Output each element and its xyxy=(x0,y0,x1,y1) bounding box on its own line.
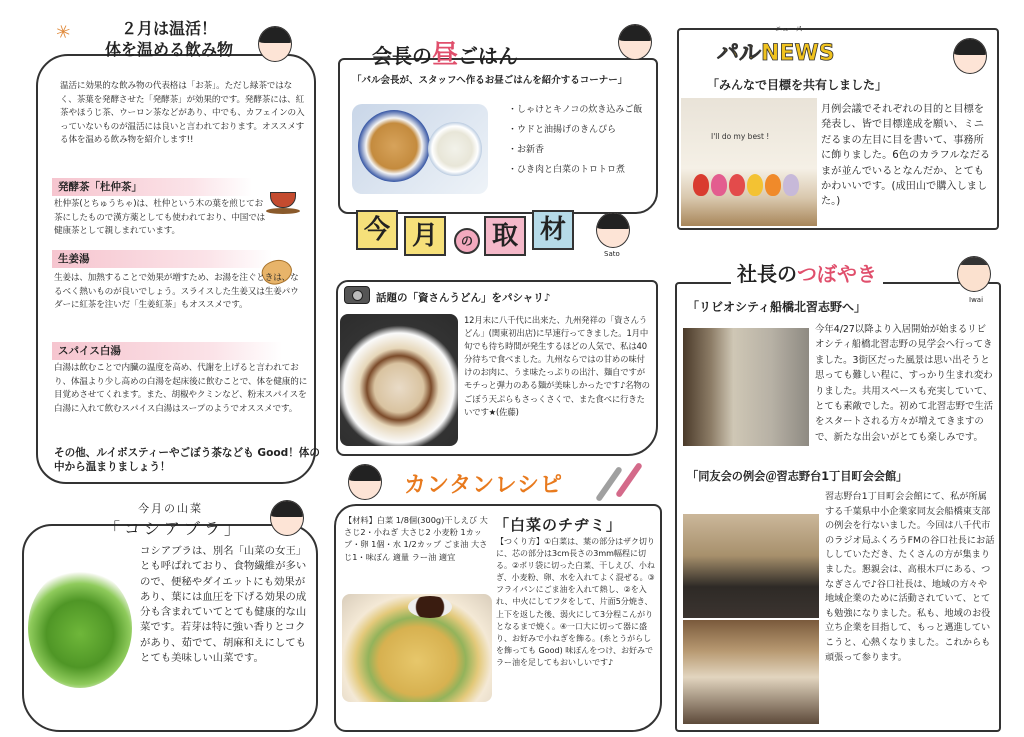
recipe-section xyxy=(334,462,662,732)
sparkle-icon: ✳ xyxy=(52,20,75,45)
recipe-materials: 【材料】白菜 1/8個(300g)干しえび 大さじ2・小ねぎ 大さじ2 小麦粉 1カップ・卵 1個・水 1/2カップ ごま油 大さじ1・味ぽん 適量 ラー油 適宜 xyxy=(344,515,488,562)
udon-photo xyxy=(340,314,458,446)
president-title xyxy=(731,258,883,287)
palnews-ruby: ニュース xyxy=(775,25,803,33)
sansai-text: コシアブラは、別名「山菜の女王」とも呼ばれており、食物繊維が多いので、便秘やダイエットにも効果があり、葉には血圧を下げる効果の成分も含まれていてとても健康的な山菜です。若芽は特に強い香りとコクがあり、茹でて、胡麻和えにしてもとても美味しい山菜です。 xyxy=(140,545,307,665)
group-photo xyxy=(683,514,819,618)
sansai-name: 「コシアブラ」 xyxy=(104,519,245,538)
lunch-item: ・ひき肉と白菜のトロトロ煮 xyxy=(508,165,626,175)
camera-icon xyxy=(344,286,370,304)
kanji-kon: 今 xyxy=(356,210,398,250)
president-text2: 習志野台1丁目町会会館にて、私が所属する千葉県中小企業家同友会船橋東支部の例会を行ないました。今回は八千代市のラジオ局ふくろうFMの谷口社長にお話ししていただき、たくさんの方が集まりました。懇親会は、高根木戸にある、つなぎさんで♪谷口社長は、地域の方々や地域企業のために活動されていて、とても勉強になりました。私も、地域のお役立ち企業を目指して、もっと邁進していこうと、心熱くなりました。これからも頑張って参ります。 xyxy=(825,491,995,663)
kanji-getsu: 月 xyxy=(404,216,446,256)
chairman-avatar-icon xyxy=(618,24,652,60)
president-title-b: つぼやき xyxy=(797,262,877,286)
sato-name-tag: Sato xyxy=(604,250,620,258)
kanji-zai: 材 xyxy=(532,210,574,250)
daruma-figure xyxy=(693,174,709,196)
title-line-2: 体を温める飲み物 xyxy=(104,40,233,59)
lunch-title xyxy=(372,34,518,71)
daruma-figure xyxy=(729,174,745,196)
staff-avatar-icon xyxy=(953,38,987,74)
staff-avatar-icon xyxy=(258,26,292,62)
palnews-section xyxy=(677,22,999,234)
president-sec2-title: 「同友会の例会＠習志野台1丁目町会会館」 xyxy=(687,470,908,483)
lunch-title-b: 昼 xyxy=(432,40,459,70)
ginger-text: 生姜は、加熱することで効果が増すため、お湯を注ぐときは、なるべく熱いものが良いでしょう。スライスした生姜又は生姜パウダーに紅茶を注いだ「生姜紅茶」もオススメです。 xyxy=(54,273,299,311)
president-avatar-icon xyxy=(957,256,991,292)
daruma-figure xyxy=(747,174,763,196)
lunch-section xyxy=(338,20,658,200)
title-line-1: ２月は温活！ xyxy=(120,19,217,38)
daruma-figure xyxy=(711,174,727,196)
lunch-item: ・ウドと油揚げのきんぴら xyxy=(508,125,617,135)
president-text1: 今年4/27以降より入居開始が始まるリビオシティ船橋北習志野の見学会へ行ってきました。3街区だった風景は思い出そうと思っても難しい程に、すっかり生まれ変わりました。共用スペースも充実していて、とても素敵でした。初めて北習志野で生活をスタートされる方々が増えてきますので、新たな出会いがとても楽しみです。 xyxy=(815,324,994,443)
daruma-figure xyxy=(783,174,799,196)
tochu-text: 杜仲茶(とちゅうちゃ)は、杜仲という木の葉を煎じてお茶にしたもので漢方薬としても使われており、中国では健康茶として親しまれています。 xyxy=(54,199,266,237)
staff-avatar-icon xyxy=(348,464,382,500)
kanji-shu: 取 xyxy=(484,216,526,256)
president-sec1-title: 「リビオシティ船橋北習志野へ」 xyxy=(687,300,867,314)
closing-text: その他、ルイボスティーやごぼう茶なども Good！体の中から温まりましょう！ xyxy=(54,447,320,473)
intro-text: 温活に効果的な飲み物の代表格は「お茶」。ただし緑茶ではなく、茶葉を発酵させた「発酵茶」が効果的です。発酵茶には、紅茶やほうじ茶、ウーロン茶などがあり、中でも、カフェインの入っていないものが温活には良いと言われております。オススメする体を温める飲み物を紹介します!! xyxy=(60,81,305,146)
lunch-title-c: ごはん xyxy=(458,44,519,68)
warm-drinks-section xyxy=(22,12,318,482)
sansai-label: 今月の山菜 xyxy=(138,502,203,515)
interview-section xyxy=(334,206,658,456)
recipe-dish-name: 「白菜のチヂミ」 xyxy=(494,516,623,534)
interview-topic: 話題の「資さんうどん」をパシャリ♪ xyxy=(376,292,551,304)
president-title-a: 社長の xyxy=(737,262,797,286)
palnews-text: 月例会議でそれぞれの目的と目標を発表し、皆で目標達成を願い、ミニだるまの左目に目を書いて、事務所に飾りました。6色のカラフルなだるまが並んでいるとなんだか、とてもかわいいです。(成田山で購入しました。) xyxy=(821,104,991,208)
warm-drinks-title xyxy=(84,18,254,60)
lunch-item: ・お新香 xyxy=(508,145,545,155)
palnews-title: パルNEWS xyxy=(717,41,835,66)
palnews-subtitle: 「みんなで目標を共有しました」 xyxy=(707,78,888,92)
sauce-dish xyxy=(408,596,452,618)
recipe-title: カンタンレシピ xyxy=(404,473,564,498)
rice-bowl xyxy=(358,110,430,182)
daruma-figure xyxy=(765,174,781,196)
stew-bowl xyxy=(428,122,482,176)
daruma-photo xyxy=(681,98,817,226)
sansai-section xyxy=(22,492,318,732)
lunch-subtitle: 「パル会長が、スタッフへ作るお昼ごはんを紹介するコーナー」 xyxy=(352,75,628,86)
building-photo xyxy=(683,328,809,446)
tochu-heading: 発酵茶「杜仲茶」 xyxy=(52,178,252,196)
saucer-icon xyxy=(266,208,300,214)
lunch-photo xyxy=(352,104,488,194)
meeting-photo xyxy=(683,620,819,724)
photo-caption: I'll do my best ! xyxy=(711,132,770,141)
interview-text: 12月末に八千代に出来た、九州発祥の「資さんうどん」(関東初出店)に早速行ってきました。1月中旬でも待ち時間が発生するほどの人気で、私は40分待ちで食べました。九州ならではの甘めの味付けのお肉に、うま味たっぷりの出汁、麺自ですがモチっと弾力のある麺が美味しかったです♪名物のごぼう天ぷらもさっくさくで、また食べに行きたいです★(佐藤) xyxy=(464,315,650,417)
president-section xyxy=(675,254,1001,732)
kanji-no: の xyxy=(454,228,480,254)
ginger-heading: 生姜湯 xyxy=(52,250,272,268)
spice-heading: スパイス白湯 xyxy=(52,342,282,360)
lunch-title-a: 会長の xyxy=(372,44,432,68)
staff-avatar-icon xyxy=(270,500,304,536)
koshiabura-photo xyxy=(28,568,132,688)
president-name-tag: Iwai xyxy=(969,296,984,304)
lunch-item: ・しゃけとキノコの炊き込みご飯 xyxy=(508,105,643,115)
spice-text: 白湯は飲むことで内臓の温度を高め、代謝を上げると言われており、体温より少し高めの白湯を起床後に飲むことで、体を健康的に目覚めさせてくれます。また、胡椒やクミンなど、粉末スパイスを白湯に入れて飲むスパイス白湯はスープのようでオススメです。 xyxy=(54,363,308,414)
recipe-steps: 【つくり方】①白菜は、葉の部分はザク切りに、芯の部分は3cm長さの3mm幅程に切る。②ボリ袋に切った白菜、干しえび、小ねぎ、小麦粉、卵、水を入れてよく混ぜる。③フライパンにごま油を入れて熱し、②を入れ、中火にしてフタをして、片面5分焼き、上下を返した後、弱火にして3分程こんがりとなるまで焼く。④一口大に切って器に盛り、お好みで小ねぎを飾る。(糸とうがらしを飾っても Good) 味ぽんをつけ、お好みでラー油を足してもおいしいです♪ xyxy=(496,537,655,667)
sato-avatar-icon xyxy=(596,212,630,248)
